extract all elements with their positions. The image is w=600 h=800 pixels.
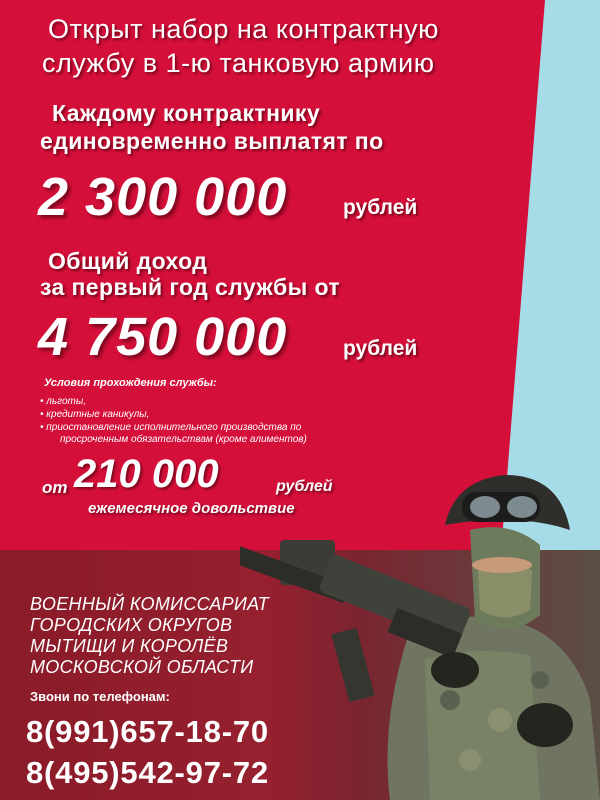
income-amount: 4 750 000 <box>38 307 288 367</box>
income-currency: рублей <box>343 337 418 360</box>
office-name-line: МОСКОВСКОЙ ОБЛАСТИ <box>30 657 254 677</box>
phone-number-2[interactable]: 8(495)542-97-72 <box>26 755 269 790</box>
salary-note: ежемесячное довольствие <box>88 500 295 517</box>
condition-item-continuation: просроченным обязательствам (кроме алиментов) <box>60 434 307 445</box>
office-name-line: МЫТИЩИ И КОРОЛЁВ <box>30 636 229 656</box>
office-name-line: ГОРОДСКИХ ОКРУГОВ <box>30 615 233 635</box>
payment-currency: рублей <box>343 196 418 219</box>
headline-line-2: службу в 1-ю танковую армию <box>42 48 435 78</box>
headline-line-1: Открыт набор на контрактную <box>48 14 439 44</box>
payment-text-line-2: единовременно выплатят по <box>40 128 384 154</box>
condition-item: • льготы, <box>40 396 87 407</box>
condition-item: • кредитные каникулы, <box>40 409 150 420</box>
contact-label: Звони по телефонам: <box>30 689 170 704</box>
soldier-with-machine-gun-illustration <box>240 470 600 800</box>
salary-currency: рублей <box>276 478 333 495</box>
salary-amount: 210 000 <box>74 452 219 496</box>
income-text-line-1: Общий доход <box>48 248 208 274</box>
phone-number-1[interactable]: 8(991)657-18-70 <box>26 714 269 749</box>
income-text-line-2: за первый год службы от <box>40 274 341 300</box>
payment-amount: 2 300 000 <box>38 167 288 227</box>
office-name-line: ВОЕННЫЙ КОМИССАРИАТ <box>30 594 269 614</box>
conditions-title: Условия прохождения службы: <box>44 377 217 389</box>
salary-prefix: от <box>42 478 68 497</box>
condition-item: • приостановление исполнительного производства по <box>40 422 302 433</box>
payment-text-line-1: Каждому контрактнику <box>52 100 321 126</box>
